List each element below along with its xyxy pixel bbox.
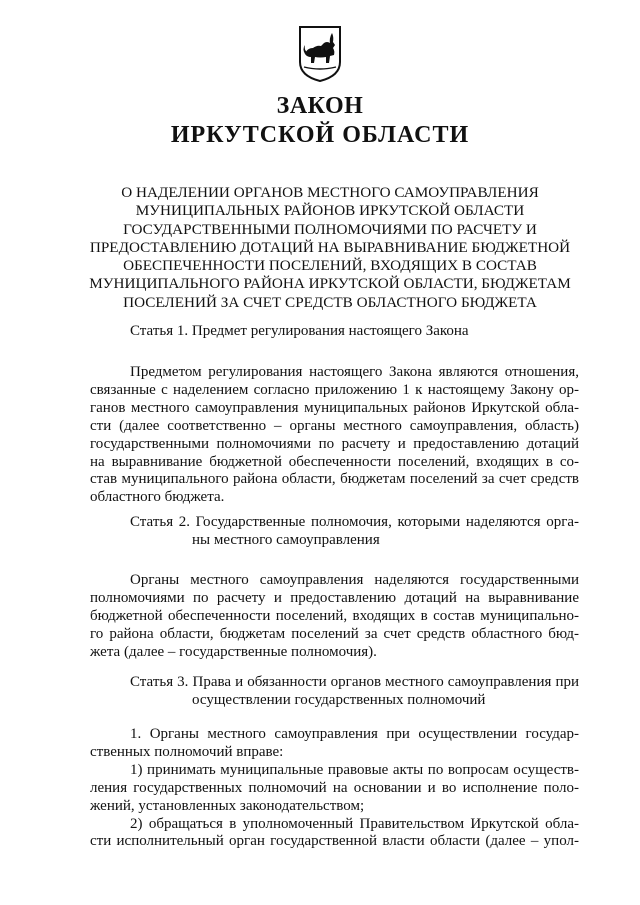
body-line: ственных полномочий вправе: — [90, 743, 284, 760]
subject-line: ПОСЕЛЕНИЙ ЗА СЧЕТ СРЕДСТВ ОБЛАСТНОГО БЮДЖЕТА — [123, 293, 537, 311]
body-line: сти исполнительный орган государственной власти области (далее – упол- — [90, 833, 579, 850]
body-line: ганов местного самоуправления муниципальных районов Иркутской обла- — [90, 399, 579, 416]
article-3-heading — [130, 674, 579, 710]
body-line: полномочиями по расчету и предоставлению дотаций на выравнивание — [90, 589, 579, 606]
heading-line: Статья 1. Предмет регулирования настоящего Закона — [130, 323, 469, 339]
body-line: жета (далее – государственные полномочия). — [90, 643, 377, 660]
body-line: 1) принимать муниципальные правовые акты по вопросам осуществ- — [130, 761, 579, 778]
article-1-heading — [130, 323, 469, 341]
coat-of-arms-emblem — [299, 26, 341, 82]
subject-line: ГОСУДАРСТВЕННЫМИ ПОЛНОМОЧИЯМИ ПО РАСЧЕТУ И — [123, 220, 537, 238]
heading-line: Статья 3. Права и обязанности органов местного самоуправления при — [130, 674, 579, 690]
body-line: на выравнивание бюджетной обеспеченности поселений, входящих в со- — [90, 453, 579, 470]
body-line: сти (далее соответственно – органы местного самоуправления, область) — [90, 417, 579, 434]
body-line: го района области, бюджетам поселений за счет средств областного бюд- — [90, 625, 579, 642]
body-line: став муниципального района области, бюджетам поселений за счет средств — [90, 471, 579, 488]
subject-line: МУНИЦИПАЛЬНЫХ РАЙОНОВ ИРКУТСКОЙ ОБЛАСТИ — [135, 202, 525, 220]
body-line: 1. Органы местного самоуправления при осуществлении государ- — [130, 726, 579, 742]
body-line: Органы местного самоуправления наделяются государственными — [130, 572, 579, 588]
body-line: государственными полномочиями по расчету и предоставлению дотаций — [90, 435, 579, 452]
law-subject — [80, 184, 580, 312]
article-2-heading — [130, 514, 579, 550]
subject-line: МУНИЦИПАЛЬНОГО РАЙОНА ИРКУТСКОЙ ОБЛАСТИ, БЮДЖЕТАМ — [89, 275, 571, 293]
subject-line: ОБЕСПЕЧЕННОСТИ ПОСЕЛЕНИЙ, ВХОДЯЩИХ В СОСТАВ — [123, 257, 537, 275]
law-title: ЗАКОН — [276, 93, 364, 119]
heading-line: ны местного самоуправления — [192, 531, 380, 548]
body-line: областного бюджета. — [90, 489, 225, 506]
article-2-body — [90, 572, 579, 662]
body-line: связанные с наделением согласно приложению 1 к настоящему Закону ор- — [90, 381, 579, 398]
region-title: ИРКУТСКОЙ ОБЛАСТИ — [170, 122, 470, 148]
body-line: ления государственных полномочий на основании и во исполнение поло- — [90, 779, 579, 796]
subject-line: О НАДЕЛЕНИИ ОРГАНОВ МЕСТНОГО САМОУПРАВЛЕНИЯ — [121, 184, 539, 201]
body-line: жений, установленных законодательством; — [90, 797, 365, 814]
article-1-body — [90, 364, 579, 507]
body-line: Предметом регулирования настоящего Закона являются отношения, — [130, 364, 579, 380]
body-line: бюджетной обеспеченности поселений, входящих в состав муниципально- — [90, 607, 579, 624]
heading-line: Статья 2. Государственные полномочия, которыми наделяются орга- — [130, 514, 579, 530]
body-line: 2) обращаться в уполномоченный Правительством Иркутской обла- — [130, 815, 579, 832]
article-3-body — [90, 726, 579, 851]
heading-line: осуществлении государственных полномочий — [192, 691, 486, 708]
subject-line: ПРЕДОСТАВЛЕНИЮ ДОТАЦИЙ НА ВЫРАВНИВАНИЕ БЮДЖЕТНОЙ — [89, 238, 571, 256]
